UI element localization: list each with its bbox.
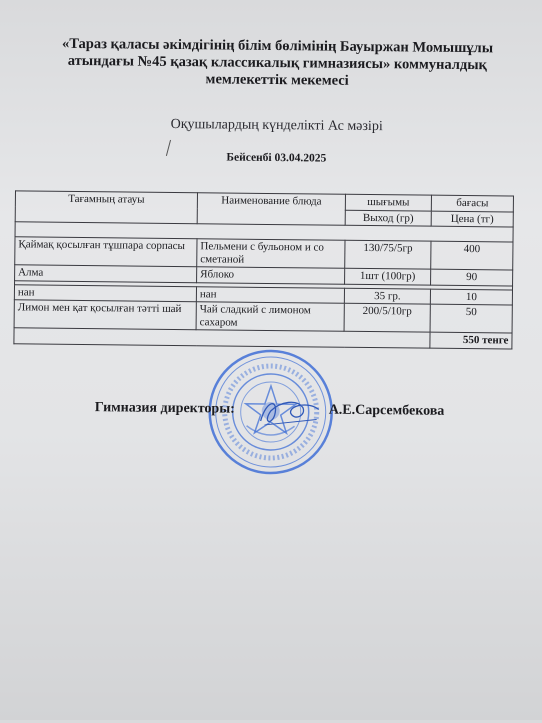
column-header-price-ru: Цена (тг)	[431, 211, 513, 227]
dish-price: 50	[430, 304, 512, 333]
dish-price: 400	[431, 241, 513, 270]
dish-name-ru: Яблоко	[197, 267, 345, 284]
table-header-row	[15, 191, 513, 212]
dish-name-kz: нан	[14, 284, 196, 301]
header-line-2: атындағы №45 қазақ классикалық гимназиясы» коммуналдық	[67, 52, 488, 74]
column-header-price-kz: бағасы	[431, 195, 513, 211]
dish-name-ru: нан	[196, 286, 344, 303]
column-header-yield-ru: Выход (гр)	[345, 210, 431, 226]
dish-name-kz: Алма	[15, 265, 197, 282]
dish-name-kz: Лимон мен қат қосылған тәтті шай	[14, 300, 196, 330]
dish-price: 90	[431, 269, 513, 285]
document-header	[42, 36, 513, 92]
total-price: 550 тенге	[430, 332, 512, 348]
dish-yield: 200/5/10гр	[344, 303, 430, 332]
dish-yield: 130/75/5гр	[345, 240, 431, 269]
director-name: А.Е.Сарсембекова	[328, 402, 445, 419]
dish-name-ru: Пельмени с бульоном и со сметаной	[197, 239, 345, 269]
dish-yield: 1шт (100гр)	[345, 268, 431, 284]
menu-table	[13, 190, 514, 349]
dish-yield: 35 гр.	[344, 288, 430, 304]
signature-icon	[257, 395, 327, 432]
header-line-3: мемлекеттік мекемесі	[205, 71, 349, 89]
director-label: Гимназия директоры:	[94, 400, 235, 417]
dish-name-kz: Қаймақ қосылған тұшпара сорпасы	[15, 237, 197, 267]
dish-price: 10	[430, 289, 512, 305]
column-header-kz: Тағамның атауы	[15, 191, 197, 224]
dish-name-ru: Чай сладкий с лимоном сахаром	[196, 302, 344, 332]
column-header-yield-kz: шығымы	[345, 194, 431, 210]
header-line-1: «Тараз қаласы әкімдігінің білім бөлімінің Бауыржан Момышұлы	[61, 35, 494, 57]
column-header-ru: Наименование блюда	[197, 193, 345, 226]
menu-title: Оқушылардың күнделікті Ас мәзірі	[170, 116, 383, 135]
menu-date: Бейсенбі 03.04.2025	[226, 151, 327, 165]
